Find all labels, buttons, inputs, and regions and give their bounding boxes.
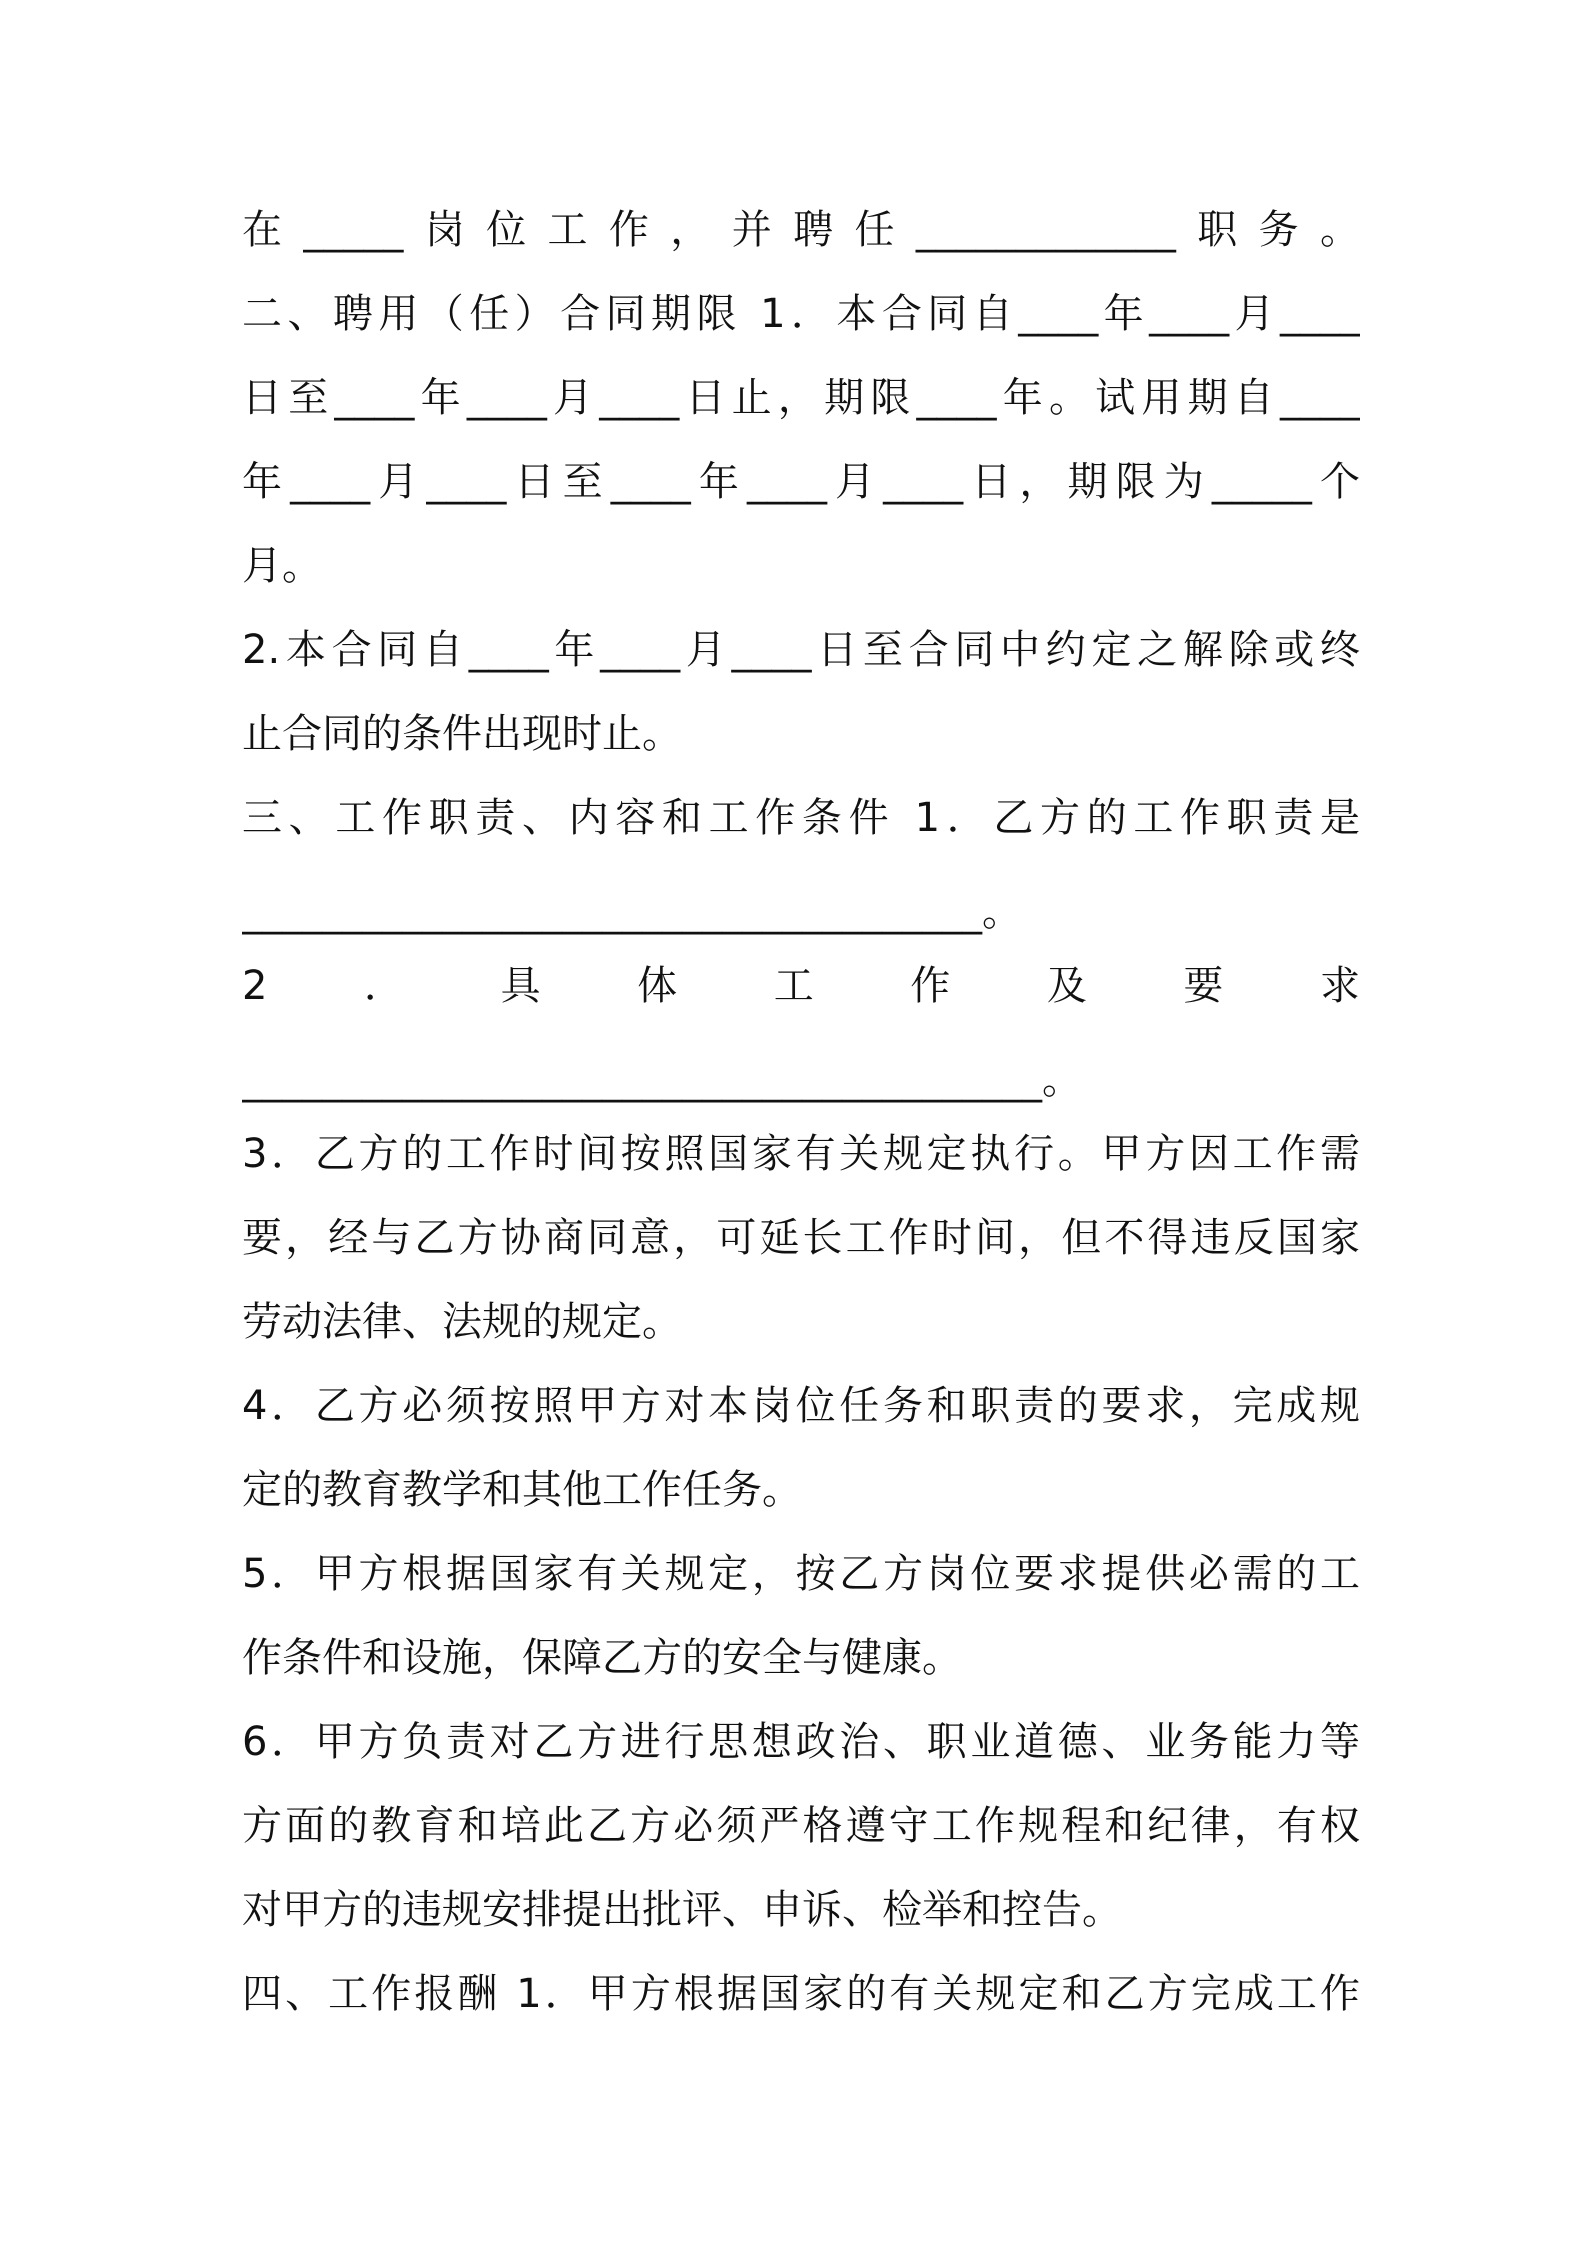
text-line: 日至____年____月____日止，期限____年。试用期自____	[242, 375, 1360, 421]
text-line: _____________________________________。	[242, 889, 1022, 935]
text-line: 2.本合同自____年____月____日至合同中约定之解除或终	[242, 627, 1360, 673]
text-line: 四、工作报酬 1．甲方根据国家的有关规定和乙方完成工作	[242, 1971, 1360, 2017]
text-line: 止合同的条件出现时止。	[242, 711, 682, 757]
text-line: 作条件和设施，保障乙方的安全与健康。	[242, 1635, 962, 1681]
text-line: 5．甲方根据国家有关规定，按乙方岗位要求提供必需的工	[242, 1551, 1360, 1597]
text-line: 2．具体工作及要求	[242, 963, 1360, 1009]
text-line: 劳动法律、法规的规定。	[242, 1299, 682, 1345]
text-line: 4．乙方必须按照甲方对本岗位任务和职责的要求，完成规	[242, 1383, 1360, 1429]
text-line: 二、聘用（任）合同期限 1．本合同自____年____月____	[242, 291, 1360, 337]
text-line: 要，经与乙方协商同意，可延长工作时间，但不得违反国家	[242, 1215, 1360, 1261]
text-line: 三、工作职责、内容和工作条件 1．乙方的工作职责是	[242, 795, 1360, 841]
text-line: ________________________________________。	[242, 1057, 1082, 1103]
text-line: 月。	[242, 543, 322, 589]
text-line: 方面的教育和培此乙方必须严格遵守工作规程和纪律，有权	[242, 1803, 1360, 1849]
text-line: 年____月____日至____年____月____日，期限为_____个	[242, 459, 1360, 505]
text-line: 定的教育教学和其他工作任务。	[242, 1467, 802, 1513]
text-line: 3．乙方的工作时间按照国家有关规定执行。甲方因工作需	[242, 1131, 1360, 1177]
text-line: 对甲方的违规安排提出批评、申诉、检举和控告。	[242, 1887, 1122, 1933]
text-line: 6．甲方负责对乙方进行思想政治、职业道德、业务能力等	[242, 1719, 1360, 1765]
text-line: 在_____岗位工作，并聘任_____________职务。	[242, 207, 1360, 253]
